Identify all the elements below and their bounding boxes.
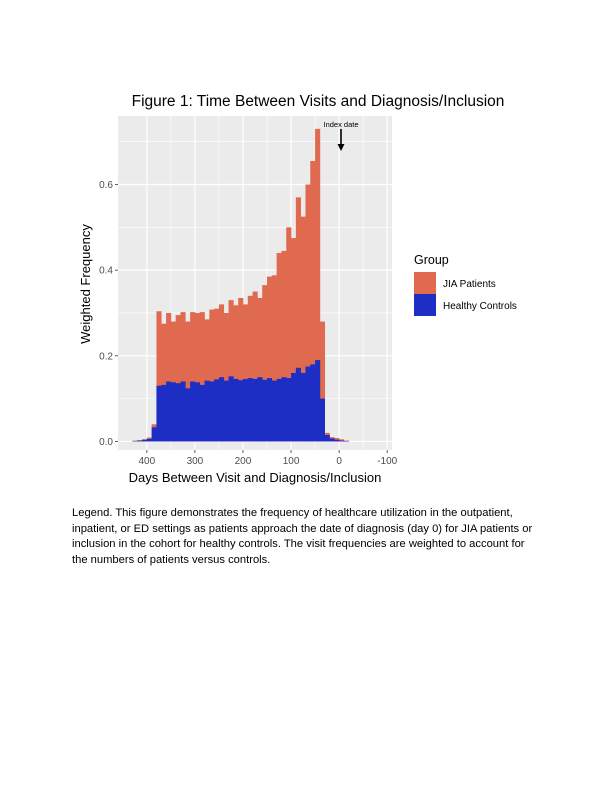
controls-bar [339, 441, 344, 442]
x-tick-label: 400 [138, 456, 156, 467]
controls-bar [320, 399, 325, 442]
controls-bar [296, 368, 301, 442]
controls-bar [310, 364, 315, 441]
controls-bar [224, 381, 229, 442]
controls-bar [243, 379, 248, 442]
controls-bar [233, 379, 238, 442]
legend-title: Group [414, 253, 449, 267]
y-tick-label: 0.4 [99, 265, 113, 277]
controls-bar [334, 440, 339, 442]
controls-bar [161, 385, 166, 442]
controls-bar [291, 373, 296, 442]
controls-bar [330, 438, 335, 441]
controls-bar [325, 435, 330, 441]
controls-bar [277, 379, 282, 442]
controls-bar [229, 376, 234, 441]
controls-bar [305, 367, 310, 442]
controls-bar [214, 379, 219, 441]
controls-bar [286, 378, 291, 441]
controls-bar [195, 382, 200, 441]
x-tick-label: 300 [186, 456, 204, 467]
controls-bar [142, 440, 147, 442]
y-axis-label: Weighted Frequency [78, 224, 93, 344]
legend-label-jia: JIA Patients [443, 279, 496, 290]
controls-bar [238, 380, 243, 441]
legend-key-jia [414, 272, 436, 294]
controls-bar [166, 381, 171, 441]
x-axis-label: Days Between Visit and Diagnosis/Inclusion [128, 470, 382, 485]
controls-bar [200, 385, 205, 442]
index-date-label: Index date [323, 120, 359, 129]
controls-bar [315, 360, 320, 441]
legend-label-controls: Healthy Controls [443, 301, 517, 312]
controls-bar [248, 378, 253, 441]
controls-bar [185, 388, 190, 441]
legend [414, 253, 517, 316]
controls-bar [176, 383, 181, 441]
controls-bar [219, 377, 224, 441]
y-tick-label: 0.2 [99, 351, 113, 363]
legend-key-controls [414, 294, 436, 316]
controls-bar [180, 381, 185, 441]
controls-bar [147, 439, 152, 442]
controls-bar [137, 441, 142, 442]
chart-title: Figure 1: Time Between Visits and Diagnosis/Inclusion [131, 93, 505, 110]
x-tick-label: 100 [282, 456, 300, 467]
x-tick-label: 200 [234, 456, 252, 467]
controls-bar [281, 377, 286, 441]
controls-bar [171, 382, 176, 441]
controls-bar [209, 381, 214, 441]
y-tick-label: 0.0 [99, 436, 113, 448]
x-tick-label: -100 [377, 456, 398, 467]
x-tick-label: 0 [336, 456, 342, 467]
controls-bar [267, 378, 272, 441]
y-tick-label: 0.6 [99, 180, 113, 192]
figure-caption: Legend. This figure demonstrates the frequency of healthcare utilization in the outpatient, inpatient, or ED settings as patients approach the date of diagnosis (day 0) for JIA patients or inclusion in the cohort for healthy controls. The visit frequencies are weighted to account for the numbers of patients versus controls. [72, 507, 533, 566]
controls-bar [205, 381, 210, 442]
controls-bar [257, 377, 262, 441]
controls-bar [262, 380, 267, 442]
controls-bar [272, 381, 277, 442]
controls-bar [156, 386, 161, 442]
controls-bar [253, 379, 258, 442]
controls-bar [301, 373, 306, 442]
controls-bar [152, 427, 157, 441]
controls-bar [190, 381, 195, 441]
